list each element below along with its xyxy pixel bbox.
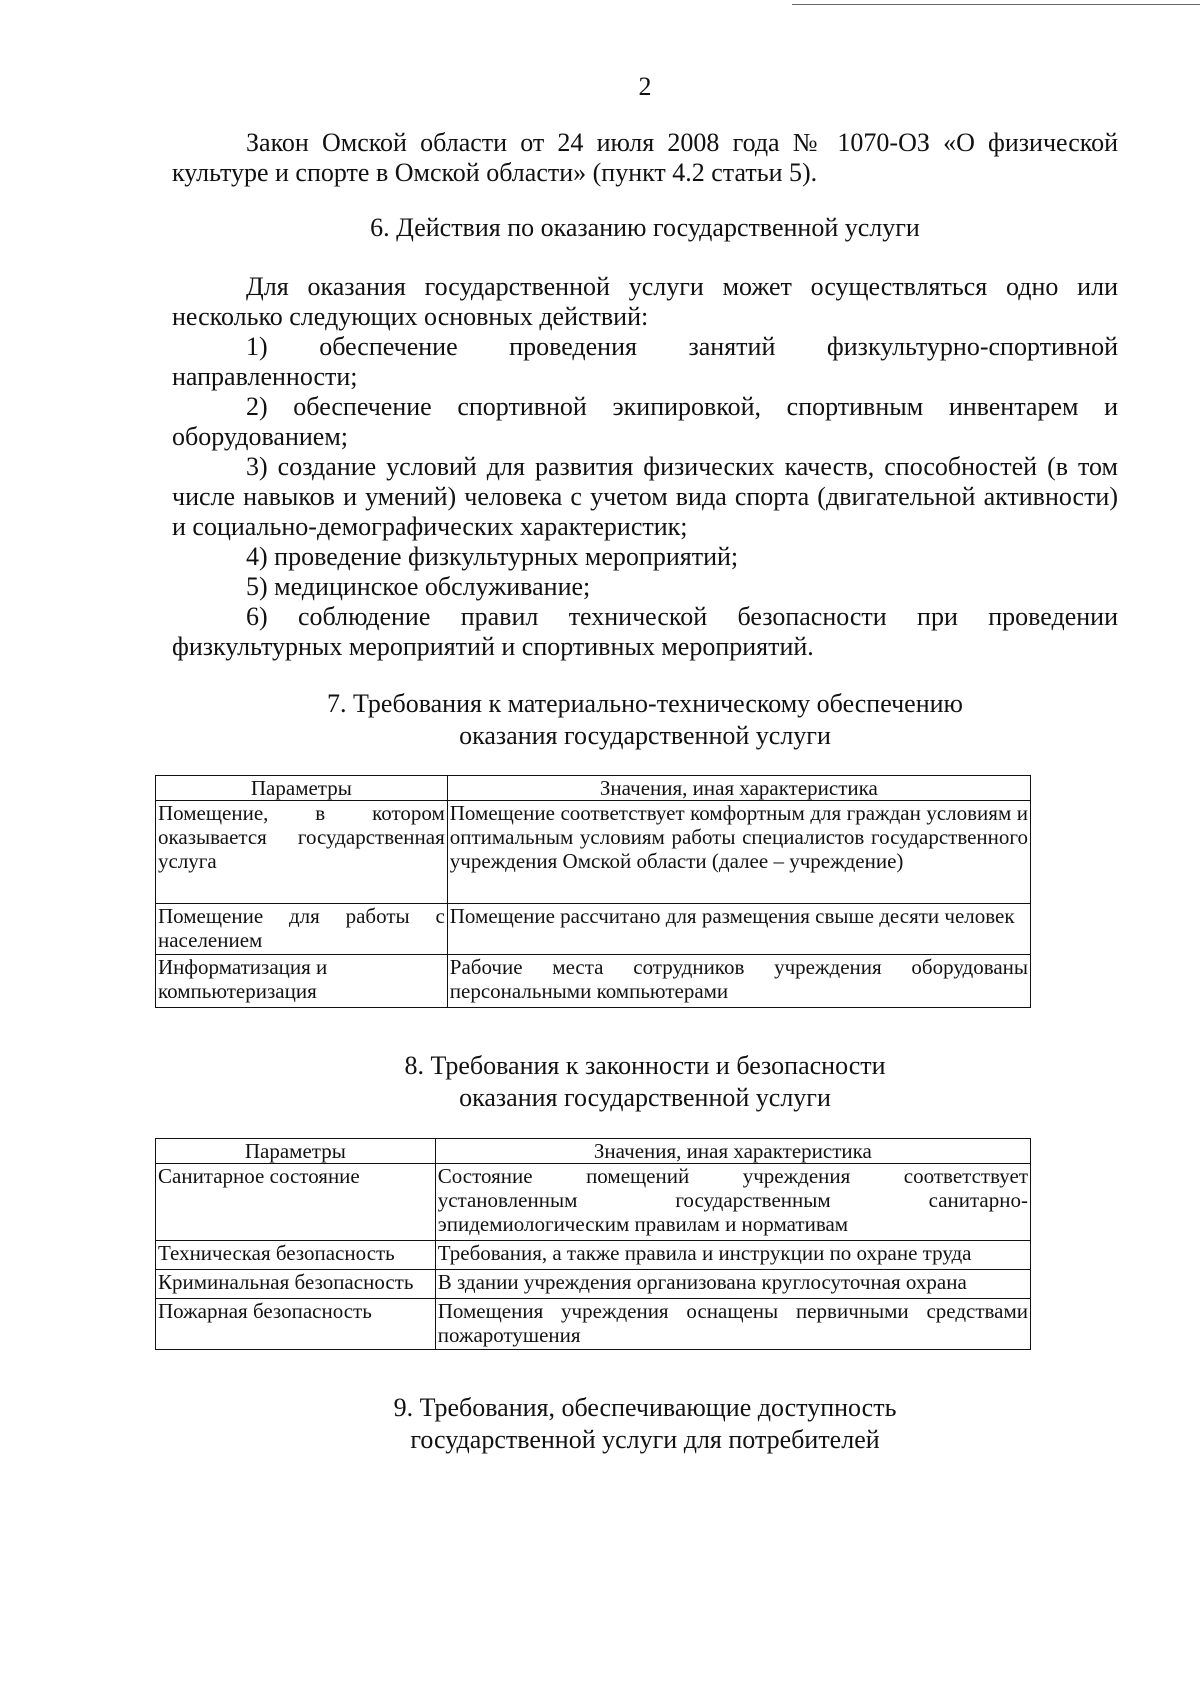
section7-title [172, 688, 1118, 752]
table-cell: Помещение соответствует комфортным для граждан условиям и оптимальным условиям работы специалистов государственного учреждения Омской области (далее – учреждение) [447, 801, 1030, 904]
section9-title-line2: государственной услуги для потребителей [410, 1425, 880, 1454]
section9-title-line1: 9. Требования, обеспечивающие доступность [393, 1393, 897, 1422]
section8-title-line2: оказания государственной услуги [459, 1083, 831, 1112]
top-rule [792, 4, 1200, 5]
intro-paragraph [172, 128, 1118, 188]
table-cell: Помещение для работы с населением [156, 904, 448, 955]
table-row [156, 1241, 1031, 1270]
table-cell: Помещение рассчитано для размещения свыше десяти человек [447, 904, 1030, 955]
table-cell: Криминальная безопасность [156, 1270, 436, 1299]
table-cell: Состояние помещений учреждения соответствует установленным государственным санитарно-эпидемиологическим правилам и нормативам [435, 1164, 1030, 1241]
list-item-text: 5) медицинское обслуживание; [246, 572, 591, 601]
section9-title [172, 1392, 1118, 1456]
list-item-text: 3) создание условий для развития физических качеств, способностей (в том числе навыков и умений) человека с учетом вида спорта (двигательной активности) и социально-демографических характеристик; [172, 452, 1118, 541]
table-cell: Требования, а также правила и инструкции по охране труда [435, 1241, 1030, 1270]
table-row [156, 1270, 1031, 1299]
section8-title-line1: 8. Требования к законности и безопасности [404, 1051, 886, 1080]
list-item [172, 332, 1118, 392]
list-item-text: 2) обеспечение спортивной экипировкой, спортивным инвентарем и оборудованием; [172, 392, 1118, 451]
table-header-row [156, 1139, 1031, 1164]
page-number: 2 [638, 72, 652, 101]
intro-text: Закон Омской области от 24 июля 2008 года № 1070-ОЗ «О физической культуре и спорте в Омской области» (пункт 4.2 статьи 5). [172, 128, 1118, 187]
section6-lead-text: Для оказания государственной услуги может осуществляться одно или несколько следующих основных действий: [172, 272, 1118, 331]
table-row [156, 1164, 1031, 1241]
table-header-cell: Значения, иная характеристика [447, 776, 1030, 801]
list-item-text: 1) обеспечение проведения занятий физкультурно-спортивной направленности; [172, 332, 1118, 391]
table-cell: Помещения учреждения оснащены первичными средствами пожаротушения [435, 1299, 1030, 1350]
table-header-cell: Значения, иная характеристика [435, 1139, 1030, 1164]
list-item-text: 4) проведение физкультурных мероприятий; [246, 542, 739, 571]
section7-title-line2: оказания государственной услуги [459, 721, 831, 750]
table-cell: Рабочие места сотрудников учреждения оборудованы персональными компьютерами [447, 955, 1030, 1008]
table-row [156, 801, 1031, 904]
section8-title [172, 1050, 1118, 1114]
table-header-cell: Параметры [156, 1139, 436, 1164]
section7-title-line1: 7. Требования к материально-техническому обеспечению [327, 689, 963, 718]
table-cell: Пожарная безопасность [156, 1299, 436, 1350]
table-cell: Техническая безопасность [156, 1241, 436, 1270]
table-header-row [156, 776, 1031, 801]
table-row [156, 904, 1031, 955]
list-item [172, 572, 1118, 602]
list-item [172, 392, 1118, 452]
table-cell: Информатизация и компьютеризация [156, 955, 448, 1008]
list-item [172, 602, 1118, 662]
table-header-cell: Параметры [156, 776, 448, 801]
table-cell: Санитарное состояние [156, 1164, 436, 1241]
table-cell: В здании учреждения организована круглосуточная охрана [435, 1270, 1030, 1299]
section6-title: 6. Действия по оказанию государственной услуги [370, 213, 920, 242]
section8-table [155, 1138, 1031, 1350]
list-item [172, 542, 1118, 572]
list-item [172, 452, 1118, 542]
table-row [156, 955, 1031, 1008]
section7-table [155, 775, 1031, 1008]
table-cell: Помещение, в котором оказывается государственная услуга [156, 801, 448, 904]
table-row [156, 1299, 1031, 1350]
list-item-text: 6) соблюдение правил технической безопасности при проведении физкультурных мероприятий и спортивных мероприятий. [172, 602, 1118, 661]
section6-lead [172, 272, 1118, 332]
